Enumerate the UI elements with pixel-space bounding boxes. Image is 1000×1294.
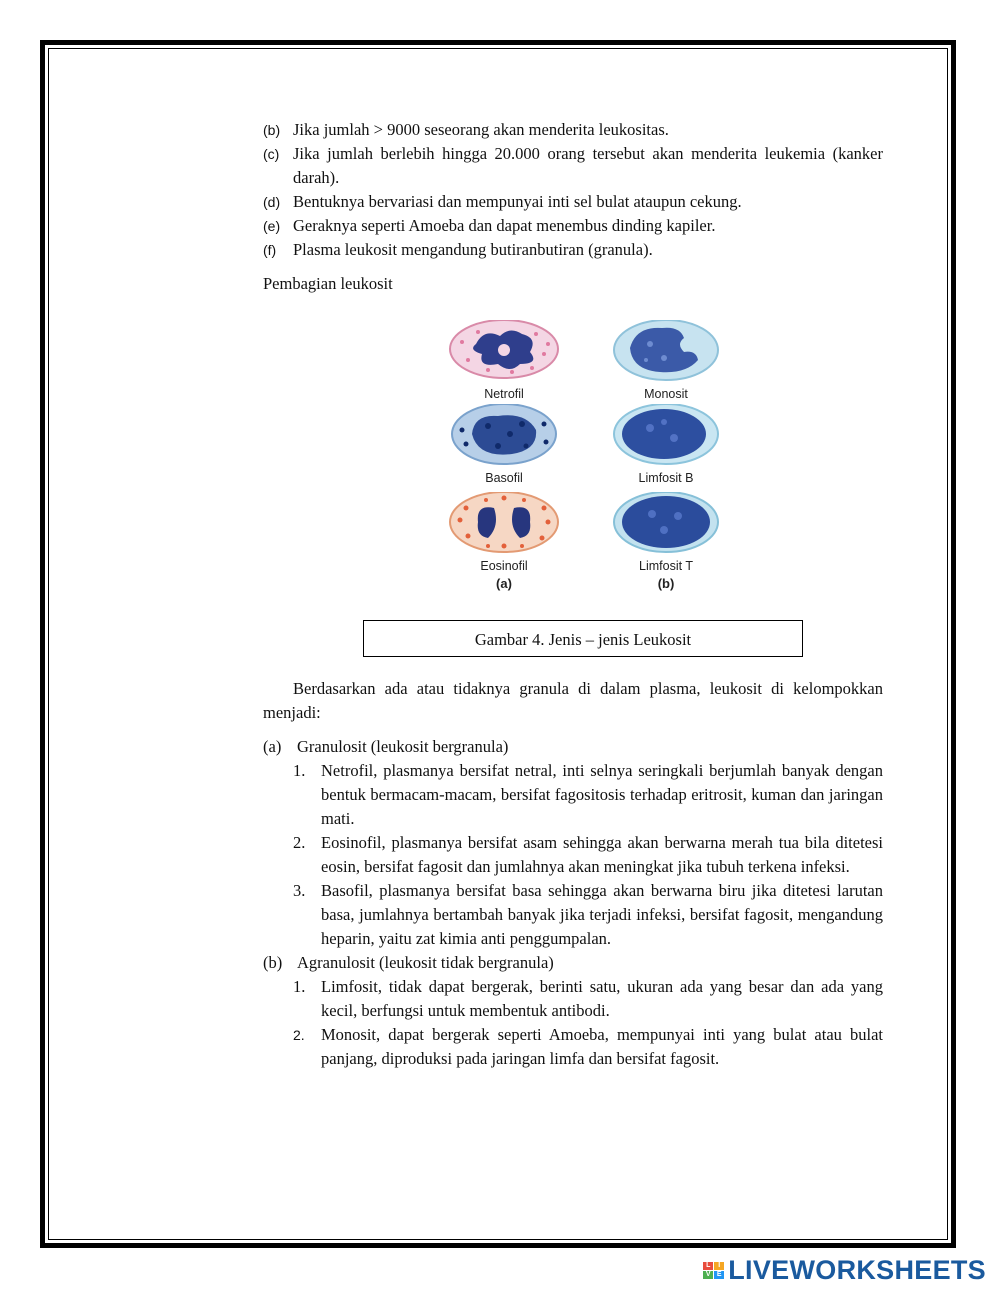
numbered-item	[263, 1023, 883, 1071]
item-number: 2.	[293, 1027, 305, 1043]
logo-letter: V	[703, 1271, 713, 1279]
section-heading: Pembagian leukosit	[263, 274, 393, 293]
limfosit-b-label: Limfosit B	[638, 471, 694, 485]
logo-letter: E	[714, 1271, 724, 1279]
item-number: 2.	[293, 833, 306, 852]
item-number: 3.	[293, 881, 306, 900]
logo-letter: I	[714, 1262, 724, 1270]
list-text: Plasma leukosit mengandung butiranbutiran (granula).	[293, 240, 653, 259]
list-marker: (b)	[263, 122, 281, 138]
list-marker: (f)	[263, 242, 277, 258]
list-text: Bentuknya bervariasi dan mempunyai inti sel bulat ataupun cekung.	[293, 192, 742, 211]
basofil-label: Basofil	[485, 471, 523, 485]
agranulosit-heading	[263, 951, 883, 975]
item-text: Monosit, dapat bergerak seperti Amoeba, mempunyai inti yang bulat atau bulat panjang, diproduksi pada jaringan limfa dan bersifat fagosit.	[321, 1025, 883, 1068]
limfosit-t-label: Limfosit T	[639, 559, 693, 573]
item-text: Eosinofil, plasmanya bersifat asam sehingga akan berwarna merah tua bila ditetesi eosin, bersifat fagosit dan jumlahnya akan meningkat jika tubuh terkena infeksi.	[321, 833, 883, 876]
column-label-a: (a)	[496, 576, 512, 591]
limfosit-b-illustration	[610, 404, 722, 466]
agranulosit-marker: (b)	[263, 953, 283, 972]
logo-mark-icon	[703, 1262, 724, 1279]
eosinofil-cell	[448, 492, 560, 576]
numbered-item	[263, 879, 883, 951]
list-item	[263, 238, 883, 262]
column-label-b: (b)	[657, 576, 675, 591]
granulosit-marker: (a)	[263, 737, 282, 756]
monosit-illustration	[610, 320, 722, 382]
intro-paragraph: Berdasarkan ada atau tidaknya granula di dalam plasma, leukosit di kelompokkan menjadi:	[263, 679, 883, 722]
numbered-item	[263, 759, 883, 831]
eosinofil-label: Eosinofil	[480, 559, 528, 573]
netrofil-label: Netrofil	[484, 387, 524, 401]
netrofil-cell	[448, 320, 560, 404]
item-text: Netrofil, plasmanya bersifat netral, inti selnya seringkali berjumlah banyak dengan bentuk bermacam-macam, bersifat fagositosis terhadap eritrosit, kuman dan jaringan mati.	[321, 761, 883, 828]
list-item	[263, 118, 883, 142]
item-number: 1.	[293, 977, 306, 996]
item-text: Limfosit, tidak dapat bergerak, berinti satu, ukuran ada yang besar dan ada yang kecil, berfungsi untuk membentuk antibodi.	[321, 977, 883, 1020]
agranulosit-title: Agranulosit (leukosit tidak bergranula)	[297, 953, 554, 972]
logo-letter: L	[703, 1262, 713, 1270]
logo-text: LIVEWORKSHEETS	[728, 1254, 986, 1285]
list-text: Jika jumlah berlebih hingga 20.000 orang tersebut akan menderita leukemia (kanker darah).	[293, 144, 883, 187]
list-item	[263, 142, 883, 190]
figure-caption: Gambar 4. Jenis – jenis Leukosit	[363, 620, 803, 657]
basofil-illustration	[448, 404, 560, 466]
netrofil-illustration	[448, 320, 560, 382]
limfosit-b-cell	[610, 404, 722, 488]
item-number: 1.	[293, 761, 306, 780]
list-text: Jika jumlah > 9000 seseorang akan menderita leukositas.	[293, 120, 669, 139]
monosit-label: Monosit	[644, 387, 688, 401]
granulosit-title: Granulosit (leukosit bergranula)	[297, 737, 509, 756]
document-body	[263, 118, 883, 1071]
granulosit-heading	[263, 735, 883, 759]
limfosit-t-cell	[610, 492, 722, 576]
list-marker: (d)	[263, 194, 281, 210]
list-item	[263, 214, 883, 238]
limfosit-t-illustration	[610, 492, 722, 554]
basofil-cell	[448, 404, 560, 488]
list-item	[263, 190, 883, 214]
item-text: Basofil, plasmanya bersifat basa sehingga akan berwarna biru jika ditetesi larutan basa, jumlahnya bertambah banyak jika terjadi infeksi, bersifat fagosit, mengandung heparin, yaitu zat kimia anti penggumpalan.	[321, 881, 883, 948]
numbered-item	[263, 975, 883, 1023]
list-text: Geraknya seperti Amoeba dan dapat menembus dinding kapiler.	[293, 216, 716, 235]
eosinofil-illustration	[448, 492, 560, 554]
numbered-item	[263, 831, 883, 879]
monosit-cell	[610, 320, 722, 404]
leukocyte-figure	[438, 320, 738, 620]
liveworksheets-logo[interactable]	[703, 1254, 986, 1286]
list-marker: (e)	[263, 218, 281, 234]
list-marker: (c)	[263, 146, 280, 162]
